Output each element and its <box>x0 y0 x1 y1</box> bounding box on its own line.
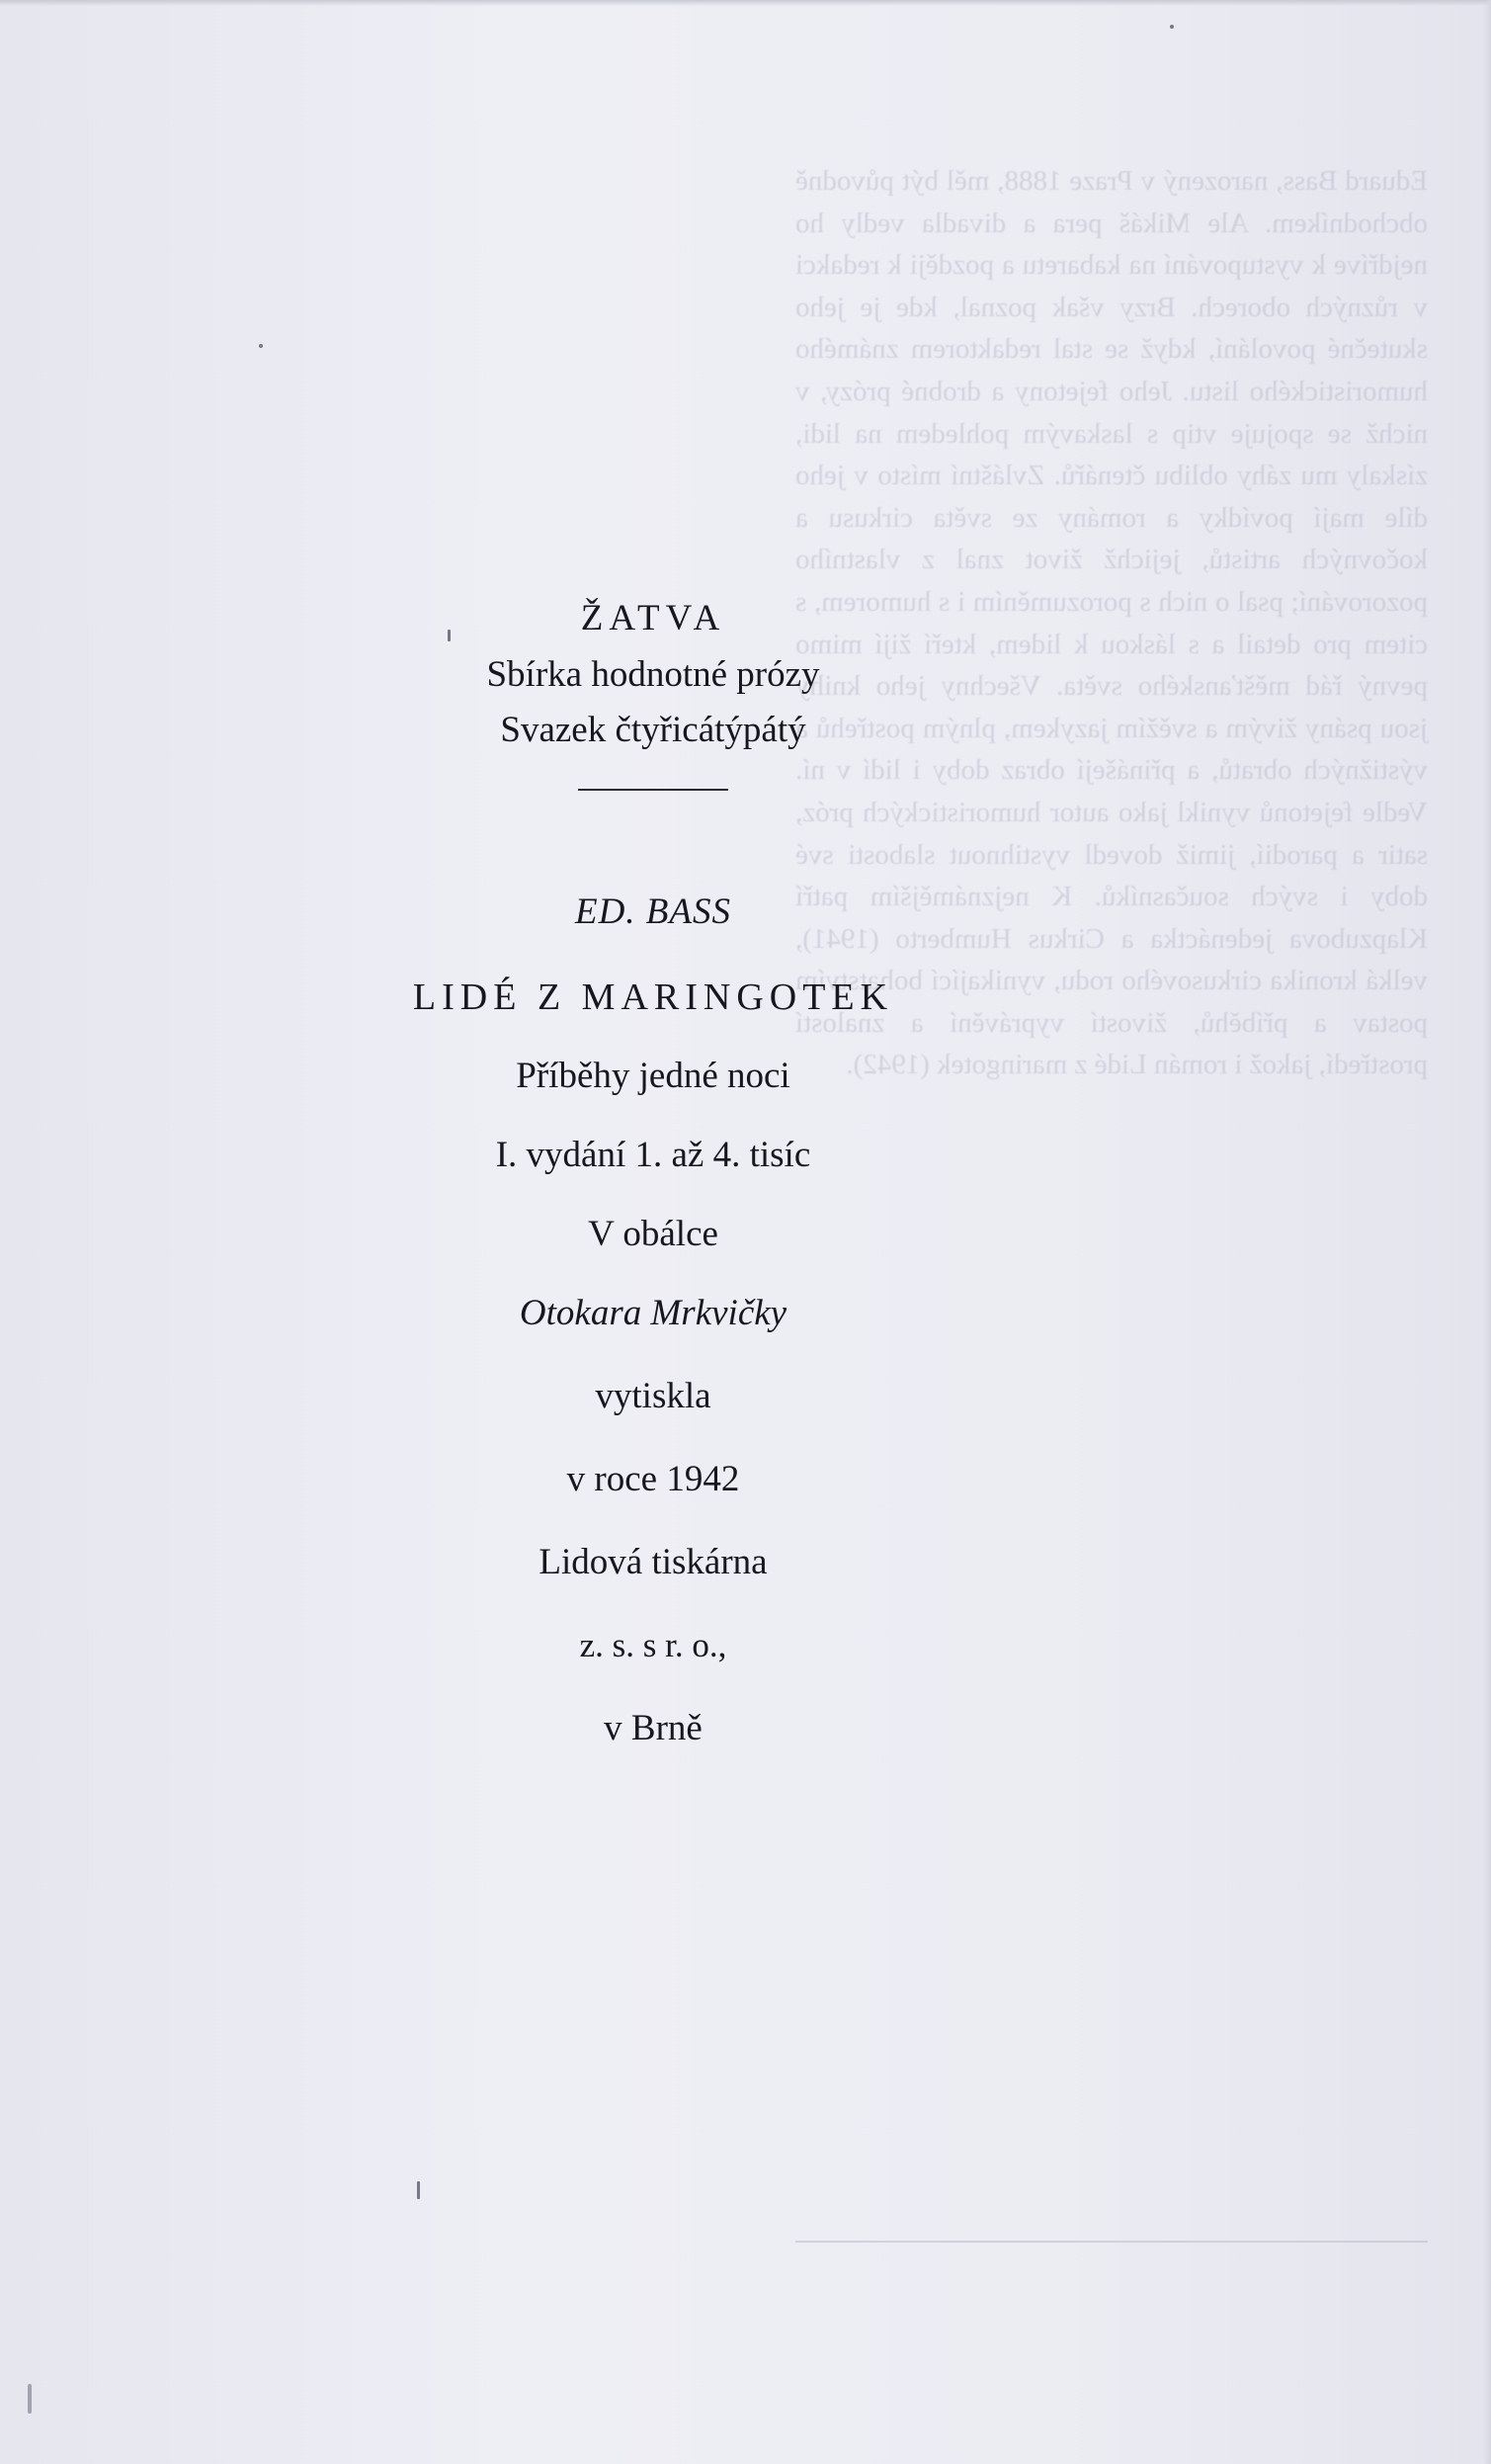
cover-artist: Otokara Mrkvičky <box>519 1293 787 1333</box>
company-form: z. s. s r. o., <box>579 1626 727 1664</box>
paper-speck <box>417 2181 420 2199</box>
bleed-through-text: Eduard Bass, narozený v Praze 1888, měl být původně obchodníkem. Ale Mikáš pera a divadla vedly ho nejdříve k vystupování na kabaretu a později k redakci v různých oborech. Brzy však poznal, kde je jeho skutečné povolání, když se stal redaktorem známého humoristického listu. Jeho fejetony a drobné prózy, v nichž se spojuje vtip s laskavým pohledem na lidi, získaly mu záhy oblibu čtenářů. Zvláštní místo v jeho díle mají povídky a romány ze světa cirkusu a kočovných artistů, jejichž život znal z vlastního pozorování; psal o nich s porozuměním i s humorem, s citem pro detail a s láskou k lidem, kteří žijí mimo pevný řád měšťanského světa. Všechny jeho knihy jsou psány živým a svěžím jazykem, plným postřehů a výstižných obratů, a přinášejí obraz doby i lidí v ní. Vedle fejetonů vynikl jako autor humoristických próz, satir a parodií, jimiž dovedl vystihnout slabosti své doby i svých současníků. K nejznámějším patří Klapzubova jedenáctka a Cirkus Humberto (1941), velká kronika cirkusového rodu, vynikající bohatstvím postav a příběhů, živostí vyprávění a znalostí prostředí, jakož i román Lidé z maringotek (1942). <box>795 165 1428 1081</box>
page-right-edge <box>1483 0 1491 2464</box>
print-city: v Brně <box>604 1708 703 1748</box>
series-subtitle: Sbírka hodnotné prózy <box>486 654 820 695</box>
page-top-shadow <box>0 0 1491 6</box>
divider-rule <box>578 789 728 791</box>
paper-speck <box>28 2384 32 2414</box>
series-title: ŽATVA <box>580 598 726 638</box>
colophon <box>344 573 962 1751</box>
book-title: LIDÉ Z MARINGOTEK <box>412 977 894 1018</box>
edition-info: I. vydání 1. až 4. tisíc <box>495 1135 811 1175</box>
book-subtitle: Příběhy jedné noci <box>516 1056 790 1096</box>
volume-number: Svazek čtyřicátýpátý <box>500 710 806 750</box>
printer-name: Lidová tiskárna <box>538 1542 768 1582</box>
author-name: ED. BASS <box>574 892 732 932</box>
paper-speck <box>259 344 263 348</box>
bleed-through-rule <box>795 2241 1428 2243</box>
paper-speck <box>1170 25 1174 29</box>
print-year: v roce 1942 <box>566 1459 740 1499</box>
printed-by: vytiskla <box>595 1376 711 1416</box>
cover-line: V obálce <box>588 1214 718 1254</box>
